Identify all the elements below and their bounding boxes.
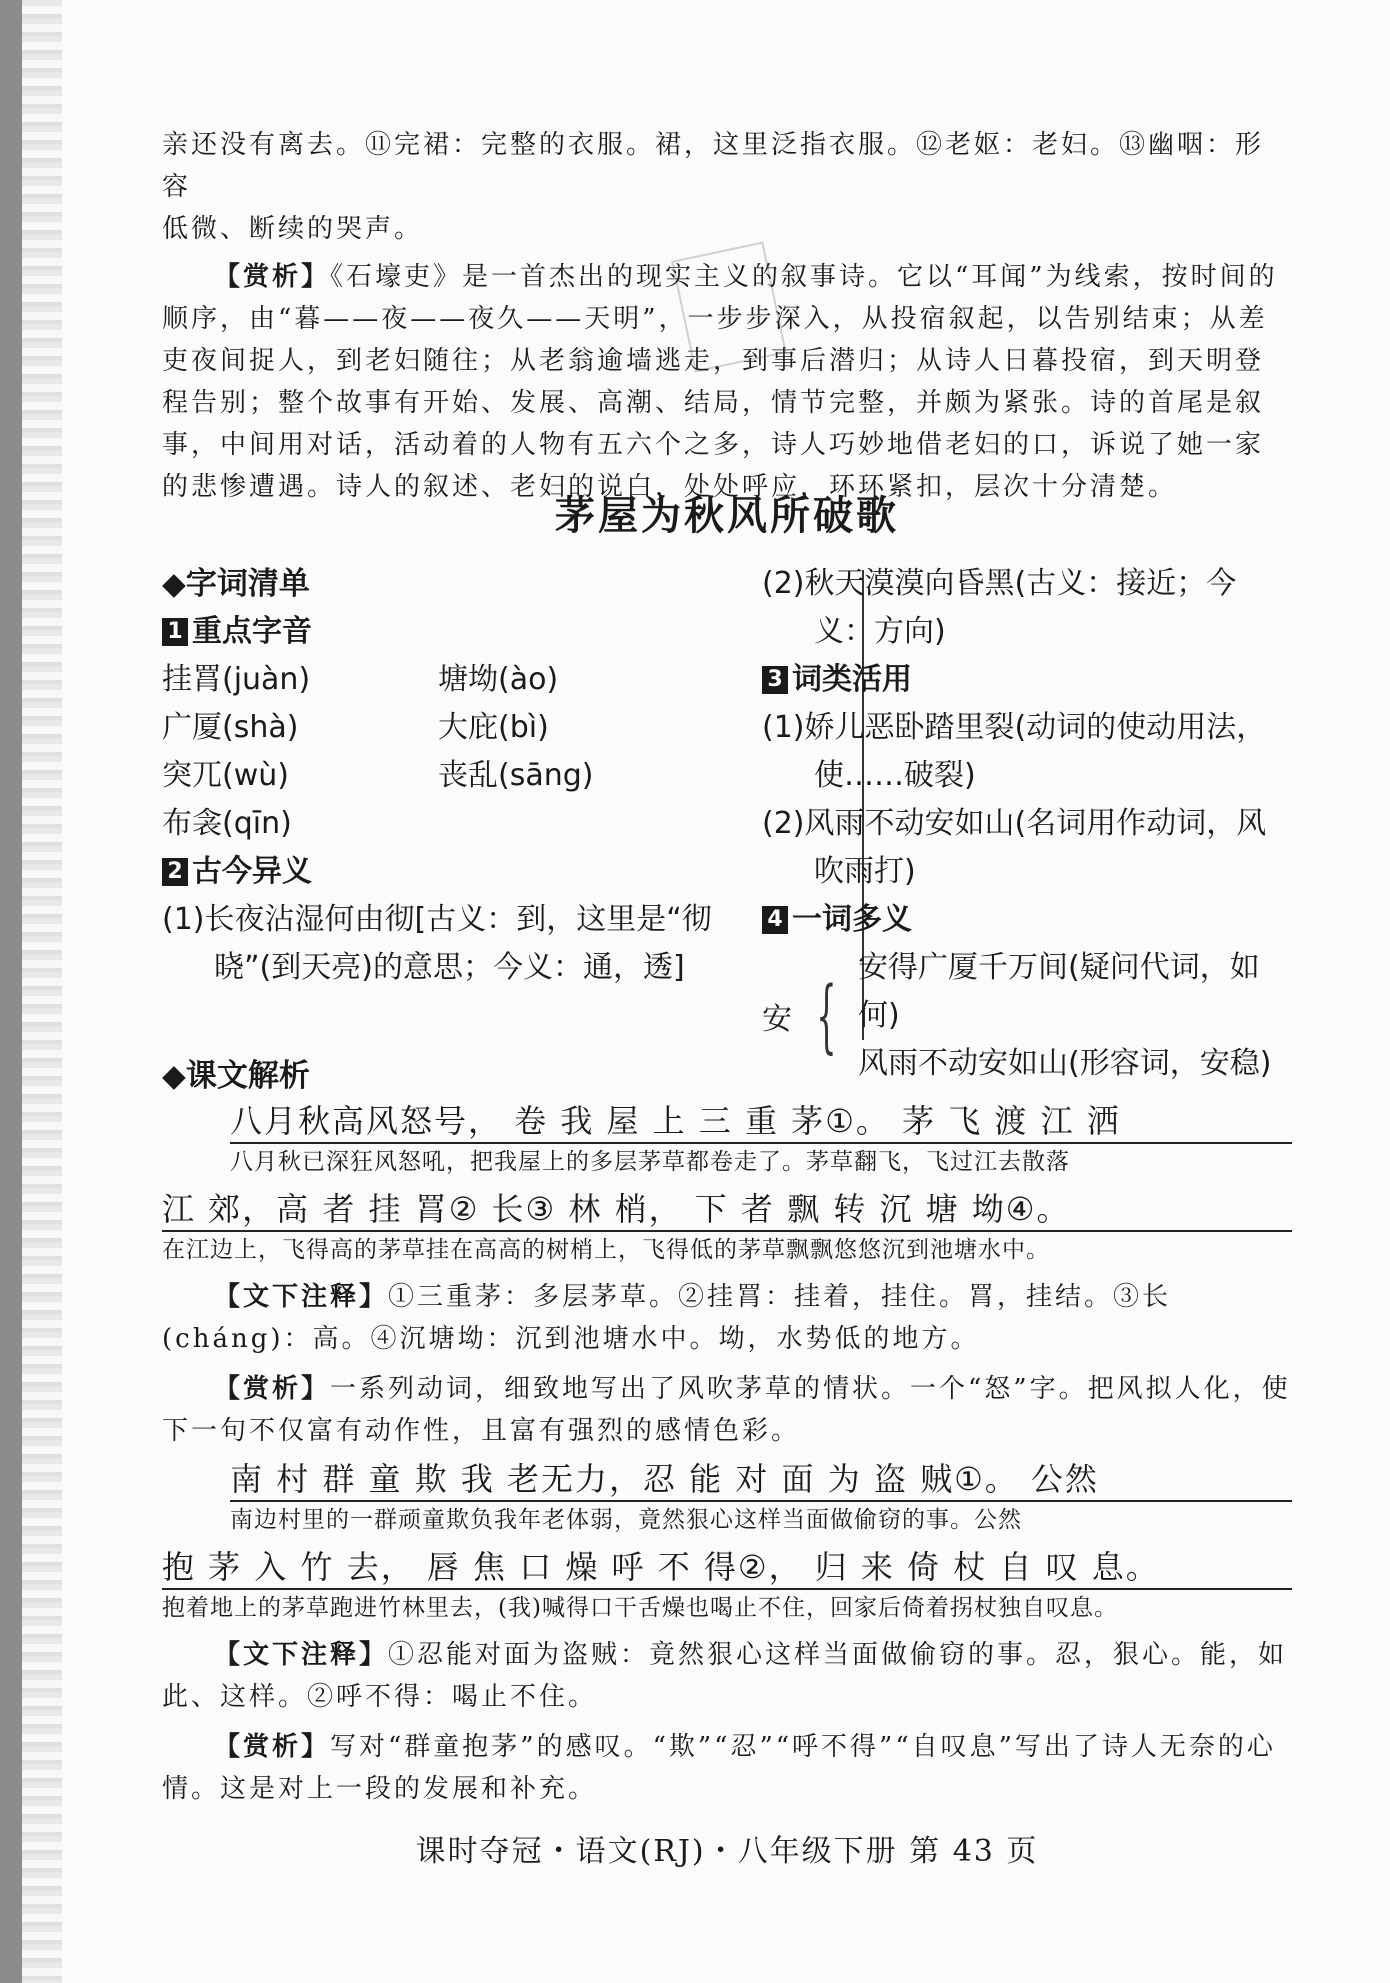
notes-text: ①忍能对面为盗贼：竟然狠心这样当面做偷窃的事。忍，狠心。能，如此、这样。②呼不得：喝止不住。 <box>162 1640 1288 1712</box>
word-class-heading <box>762 656 1292 704</box>
text-analysis <box>162 1052 1292 1810</box>
translation-line: 八月秋已深狂风怒吼，把我屋上的多层茅草都卷走了。茅草翻飞，飞过江去散落 <box>230 1149 1070 1175</box>
vocab-right-column <box>762 560 1292 1088</box>
verse-line: 八月秋高风怒号， 卷 我 屋 上 三 重 茅①。 茅 飞 渡 江 洒 <box>230 1100 1292 1144</box>
verse-line: 南 村 群 童 欺 我 老无力，忍 能 对 面 为 盗 贼①。 公然 <box>230 1458 1292 1502</box>
section-number-1: 1 <box>162 618 188 646</box>
section-number-3: 3 <box>762 666 788 694</box>
pron-item: 挂罥(juàn) <box>162 662 311 697</box>
translation-line: 在江边上，飞得高的茅草挂在高高的树梢上，飞得低的茅草飘飘悠悠沉到池塘水中。 <box>162 1237 1050 1263</box>
section-number-2: 2 <box>162 858 188 886</box>
polysemy-line-1: 安得广厦千万间(疑问代词，如何) <box>858 950 1260 1033</box>
note-continued-line2: 低微、断续的哭声。 <box>162 214 424 244</box>
ancient-modern-heading <box>162 848 722 896</box>
note-continued-line1: 亲还没有离去。⑪完裙：完整的衣服。裙，这里泛指衣服。⑫老妪：老妇。⑬幽咽：形容 <box>162 130 1265 202</box>
appreciation-label: 【赏析】 <box>214 1732 331 1762</box>
verse-block-3 <box>162 1458 1292 1538</box>
vocab-left-column <box>162 560 722 992</box>
appreciation-text: 一系列动词，细致地写出了风吹茅草的情状。一个“怒”字。把风拟人化，使下一句不仅富有动作性，且富有强烈的感情色彩。 <box>162 1374 1291 1446</box>
torn-page-edge <box>22 0 62 1983</box>
ancient-modern-title: 古今异义 <box>192 854 312 889</box>
translation-line: 南边村里的一群顽童欺负我年老体弱，竟然狠心这样当面做偷窃的事。公然 <box>230 1507 1022 1533</box>
verse-line: 江 郊，高 者 挂 罥② 长③ 林 梢， 下 者 飘 转 沉 塘 坳④。 <box>162 1188 1292 1232</box>
word-class-title: 词类活用 <box>792 662 912 697</box>
word-class-item-1: (1)娇儿恶卧踏里裂(动词的使动用法，使……破裂) <box>762 710 1267 793</box>
pron-item: 丧乱(sāng) <box>438 758 594 793</box>
page-sheet <box>22 0 1390 1983</box>
notes-text: ①三重茅：多层茅草。②挂罥：挂着，挂住。罥，挂结。③长(cháng)：高。④沉塘坳：沉到池塘水中。坳，水势低的地方。 <box>162 1282 1172 1354</box>
appreciation-paragraph-3 <box>162 1726 1292 1810</box>
verse-line: 抱 茅 入 竹 去， 唇 焦 口 燥 呼 不 得②， 归 来 倚 杖 自 叹 息。 <box>162 1546 1292 1590</box>
poem-title: 茅屋为秋风所破歌 <box>555 493 899 539</box>
pron-item: 突兀(wù) <box>162 758 289 793</box>
notes-label: 【文下注释】 <box>214 1282 389 1312</box>
notes-paragraph-1 <box>162 1276 1292 1360</box>
brace-icon: { <box>816 969 837 1062</box>
ancient-modern-item-1: (1)长夜沾湿何由彻[古义：到，这里是“彻晓”(到天亮)的意思；今义：通，透] <box>162 902 712 985</box>
polysemy-line-2: 风雨不动安如山(形容词，安稳) <box>858 1046 1272 1081</box>
vocab-section-heading: ◆字词清单 <box>162 566 310 602</box>
pronunciation-list <box>162 656 722 848</box>
polysemy-char: 安 <box>762 1002 792 1037</box>
pron-item: 广厦(shà) <box>162 710 299 745</box>
pron-item: 塘坳(ào) <box>438 662 559 697</box>
appreciation-text: 《石壕吏》是一首杰出的现实主义的叙事诗。它以“耳闻”为线索，按时间的顺序，由“暮——夜——夜久——天明”，一步步深入，从投宿叙起，以告别结束；从差吏夜间捉人，到老妇随往；从老翁逾墙逃走，到事后潜归；从诗人日暮投宿，到天明登程告别；整个故事有开始、发展、高潮、结局，情节完整，并颇为紧张。诗的首尾是叙事，中间用对话，活动着的人物有五六个之多，诗人巧妙地借老妇的口，诉说了她一家的悲惨遭遇。诗人的叙述、老妇的说白，处处呼应，环环紧扣，层次十分清楚。 <box>162 262 1278 502</box>
polysemy-title: 一词多义 <box>792 902 912 937</box>
appreciation-label: 【赏析】 <box>214 262 331 292</box>
pronunciation-title: 重点字音 <box>192 614 312 649</box>
section-number-4: 4 <box>762 906 788 934</box>
analysis-section-heading: ◆课文解析 <box>162 1058 310 1094</box>
verse-block-4 <box>162 1546 1292 1626</box>
page-footer: 课时夺冠・语文(RJ)・八年级下册 第 43 页 <box>415 1834 1039 1869</box>
pronunciation-heading <box>162 608 722 656</box>
pron-item: 布衾(qīn) <box>162 806 292 841</box>
ancient-modern-item-2: (2)秋天漠漠向昏黑(古义：接近；今义：方向) <box>762 566 1237 649</box>
notes-paragraph-2 <box>162 1634 1292 1718</box>
verse-block-1 <box>162 1100 1292 1180</box>
appreciation-paragraph-2 <box>162 1368 1292 1452</box>
appreciation-label: 【赏析】 <box>214 1374 331 1404</box>
notes-label: 【文下注释】 <box>214 1640 389 1670</box>
appreciation-text: 写对“群童抱茅”的感叹。“欺”“忍”“呼不得”“自叹息”写出了诗人无奈的心情。这是对上一段的发展和补充。 <box>162 1732 1276 1804</box>
word-class-item-2: (2)风雨不动安如山(名词用作动词，风吹雨打) <box>762 806 1267 889</box>
verse-block-2 <box>162 1188 1292 1268</box>
polysemy-heading <box>762 896 1292 944</box>
translation-line: 抱着地上的茅草跑进竹林里去，(我)喊得口干舌燥也喝止不住，回家后倚着拐杖独自叹息。 <box>162 1595 1118 1621</box>
pron-item: 大庇(bì) <box>438 710 549 745</box>
